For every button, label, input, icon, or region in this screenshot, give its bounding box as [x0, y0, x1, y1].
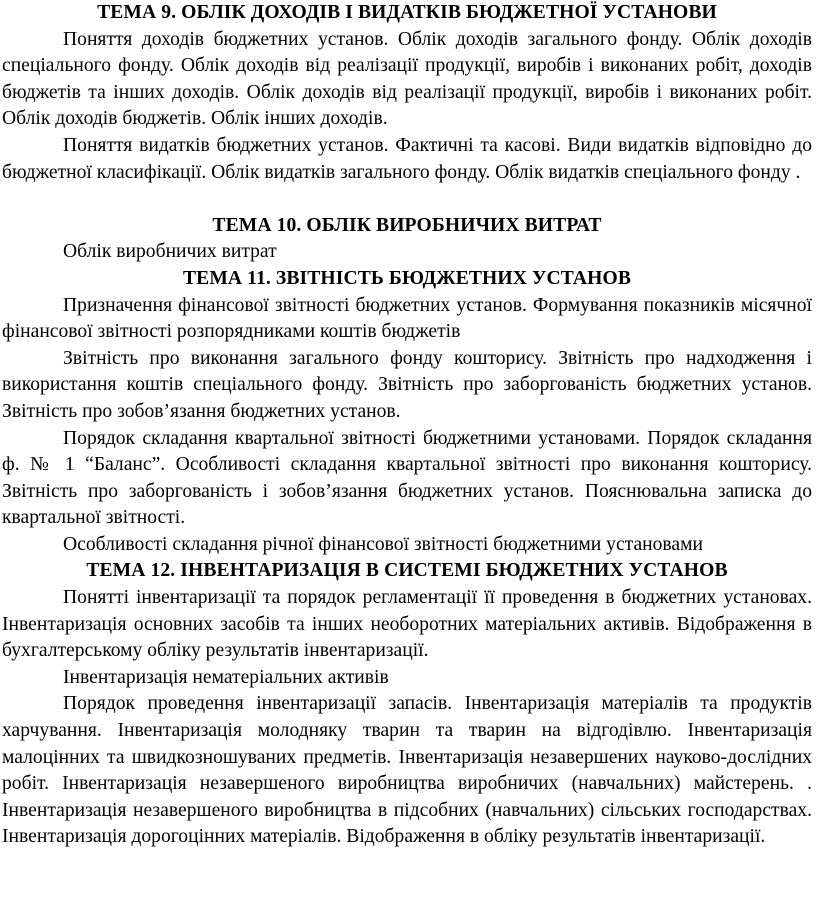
paragraph: Звітність про виконання загального фонду кошторису. Звітність про надходження і використання коштів спеціального фонду. Звітність про заборгованість бюджетних установ. Звітність про зобов’язання бюджетних установ.: [2, 347, 812, 422]
paragraph: Інвентаризація нематеріальних активів: [63, 666, 389, 688]
paragraph: Призначення фінансової звітності бюджетних установ. Формування показників місячної фінансової звітності розпорядниками коштів бюджетів: [2, 294, 812, 343]
paragraph: Облік виробничих витрат: [63, 241, 277, 263]
section-title-tema-9: ТЕМА 9. ОБЛІК ДОХОДІВ І ВИДАТКІВ БЮДЖЕТНОЇ УСТАНОВИ: [97, 2, 717, 23]
paragraph: Поняття видатків бюджетних установ. Фактичні та касові. Види видатків відповідно до бюджетної класифікації. Облік видатків загального фонду. Облік видатків спеціального фонду .: [2, 134, 812, 183]
section-title-tema-12: ТЕМА 12. ІНВЕНТАРИЗАЦІЯ В СИСТЕМІ БЮДЖЕТНИХ УСТАНОВ: [86, 560, 728, 582]
paragraph: Поняття доходів бюджетних установ. Облік доходів загального фонду. Облік доходів спеціального фонду. Облік доходів від реалізації продукції, виробів і виконаних робіт, доходів бюджетів та інших доходів. Облік доходів від реалізації продукції, виробів і виконаних робіт. Облік доходів бюджетів. Облік інших доходів.: [2, 28, 812, 130]
paragraph: Понятті інвентаризації та порядок регламентації її проведення в бюджетних установах. Інвентаризація основних засобів та інших необоротних матеріальних активів. Відображення в бухгалтерському обліку результатів інвентаризації.: [2, 587, 812, 662]
paragraph: Порядок складання квартальної звітності бюджетними установами. Порядок складання ф. № 1 “Баланс”. Особливості складання квартальної звітності про виконання кошторису. Звітність про заборгованість і зобов’язання бюджетних установ. Пояснювальна записка до квартальної звітності.: [2, 427, 812, 529]
blank-line: [2, 186, 812, 213]
paragraph: Особливості складання річної фінансової звітності бюджетними установами: [63, 533, 704, 555]
section-title-tema-11: ТЕМА 11. ЗВІТНІСТЬ БЮДЖЕТНИХ УСТАНОВ: [182, 267, 632, 289]
section-title-tema-10: ТЕМА 10. ОБЛІК ВИРОБНИЧИХ ВИТРАТ: [212, 214, 602, 236]
paragraph: Порядок проведення інвентаризації запасів. Інвентаризація матеріалів та продуктів харчування. Інвентаризація молодняку тварин та тварин на відгодівлю. Інвентаризація малоцінних та швидкозношуваних предметів. Інвентаризація незавершених науково-дослідних робіт. Інвентаризація незавершеного виробництва виробничих (навчальних) майстерень. . Інвентаризація незавершеного виробництва в підсобних (навчальних) сільських господарствах. Інвентаризація дорогоцінних матеріалів. Відображення в обліку результатів інвентаризації.: [2, 693, 812, 848]
